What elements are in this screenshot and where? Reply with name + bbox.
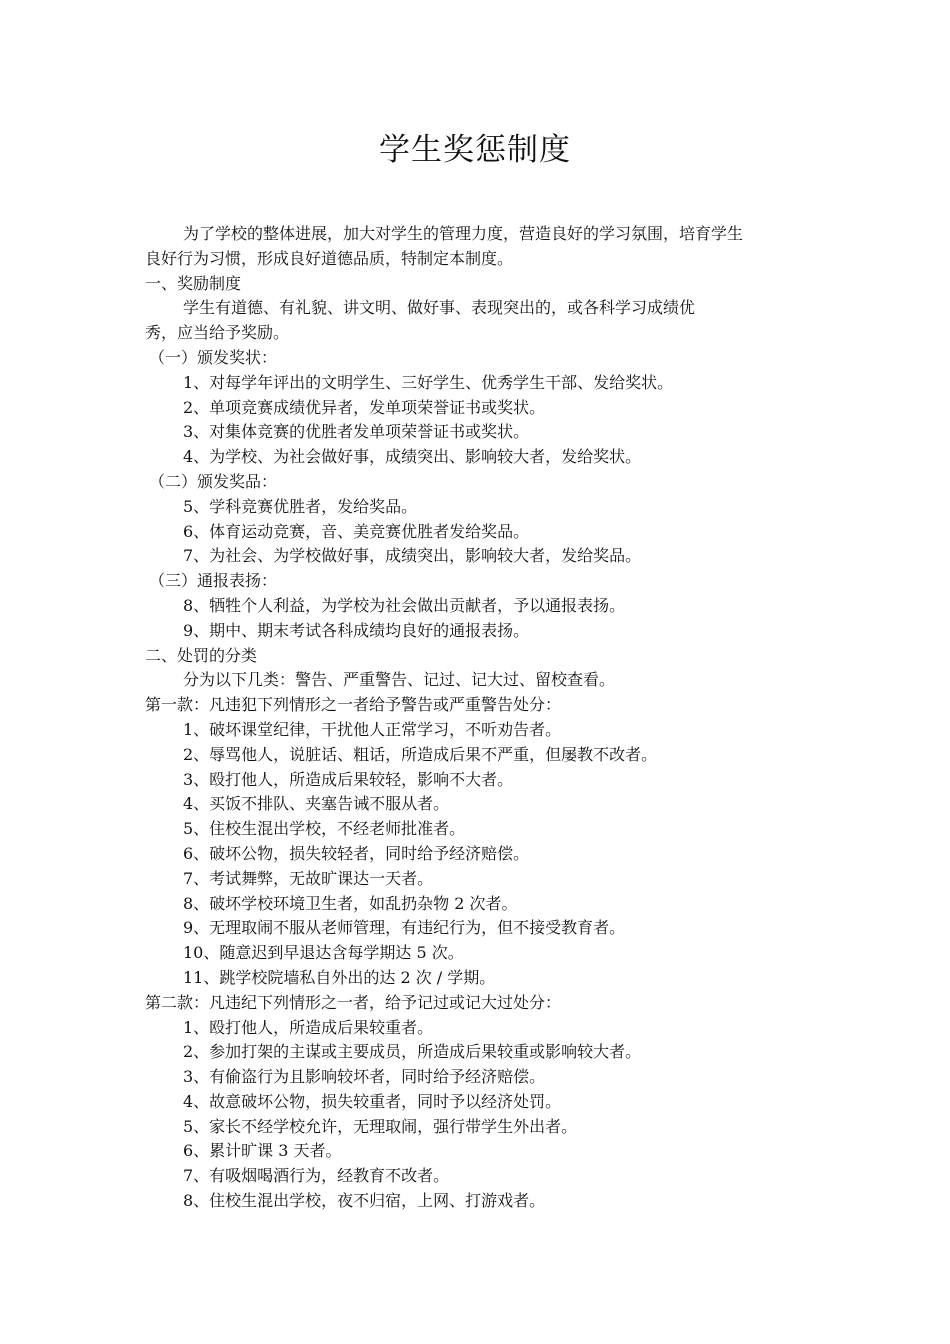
intro-line: 良好行为习惯，形成良好道德品质，特制定本制度。 bbox=[145, 248, 514, 268]
list-item: 2、单项竞赛成绩优异者，发单项荣誉证书或奖状。 bbox=[183, 397, 546, 417]
list-item: 6、累计旷课 3 天者。 bbox=[183, 1141, 342, 1161]
list-item: 2、参加打架的主谋或主要成员，所造成后果较重或影响较大者。 bbox=[183, 1042, 642, 1062]
list-item: 9、无理取闹不服从老师管理，有违纪行为，但不接受教育者。 bbox=[183, 918, 626, 938]
list-item: 6、体育运动竞赛，音、美竞赛优胜者发给奖品。 bbox=[183, 521, 530, 541]
list-item: 6、破坏公物，损失较轻者，同时给予经济赔偿。 bbox=[183, 843, 530, 863]
list-item: 3、殴打他人，所造成后果较轻，影响不大者。 bbox=[183, 769, 514, 789]
list-item: 5、住校生混出学校，不经老师批准者。 bbox=[183, 819, 466, 839]
list-item: 1、殴打他人，所造成后果较重者。 bbox=[183, 1017, 434, 1037]
list-item: 7、考试舞弊，无故旷课达一天者。 bbox=[183, 868, 434, 888]
list-item: 1、破坏课堂纪律，干扰他人正常学习，不听劝告者。 bbox=[183, 719, 562, 739]
subsection-heading: （三）通报表扬： bbox=[149, 571, 278, 591]
list-item: 8、破坏学校环境卫生者，如乱扔杂物 2 次者。 bbox=[183, 893, 518, 913]
list-item: 1、对每学年评出的文明学生、三好学生、优秀学生干部、发给奖状。 bbox=[183, 372, 674, 392]
list-item: 3、有偷盗行为且影响较坏者，同时给予经济赔偿。 bbox=[183, 1067, 546, 1087]
section-heading-reward: 一、奖励制度 bbox=[145, 273, 242, 293]
section-heading-punish: 二、处罚的分类 bbox=[145, 645, 258, 665]
list-item: 11、跳学校院墙私自外出的达 2 次 / 学期。 bbox=[183, 967, 496, 987]
list-item: 2、辱骂他人，说脏话、粗话，所造成后果不严重，但屡教不改者。 bbox=[183, 744, 658, 764]
list-item: 8、住校生混出学校，夜不归宿，上网、打游戏者。 bbox=[183, 1191, 546, 1211]
list-item: 10、随意迟到早退达含每学期达 5 次。 bbox=[183, 943, 464, 963]
punish-intro: 分为以下几类：警告、严重警告、记过、记大过、留校查看。 bbox=[183, 670, 616, 690]
document-title: 学生奖惩制度 bbox=[379, 132, 571, 168]
list-item: 7、为社会、为学校做好事，成绩突出，影响较大者，发给奖品。 bbox=[183, 546, 642, 566]
reward-intro-line: 学生有道德、有礼貌、讲文明、做好事、表现突出的，或各科学习成绩优 bbox=[183, 298, 696, 318]
list-item: 9、期中、期末考试各科成绩均良好的通报表扬。 bbox=[183, 620, 530, 640]
list-item: 4、买饭不排队、夹塞告诫不服从者。 bbox=[183, 794, 450, 814]
list-item: 5、学科竞赛优胜者，发给奖品。 bbox=[183, 496, 418, 516]
subsection-heading: （一）颁发奖状： bbox=[149, 347, 278, 367]
list-item: 7、有吸烟喝酒行为，经教育不改者。 bbox=[183, 1166, 450, 1186]
reward-intro-line: 秀，应当给予奖励。 bbox=[145, 323, 290, 343]
list-item: 3、对集体竞赛的优胜者发单项荣誉证书或奖状。 bbox=[183, 422, 530, 442]
subsection-heading: （二）颁发奖品： bbox=[149, 471, 278, 491]
document-body bbox=[145, 222, 857, 1214]
clause-heading: 第二款：凡违纪下列情形之一者，给予记过或记大过处分： bbox=[145, 992, 562, 1012]
list-item: 5、家长不经学校允许，无理取闹，强行带学生外出者。 bbox=[183, 1116, 578, 1136]
list-item: 4、故意破坏公物，损失较重者，同时予以经济处罚。 bbox=[183, 1091, 562, 1111]
list-item: 4、为学校、为社会做好事，成绩突出、影响较大者，发给奖状。 bbox=[183, 447, 642, 467]
clause-heading: 第一款：凡违犯下列情形之一者给予警告或严重警告处分： bbox=[145, 695, 562, 715]
intro-line: 为了学校的整体进展，加大对学生的管理力度，营造良好的学习氛围，培育学生 bbox=[183, 224, 744, 243]
list-item: 8、牺牲个人利益，为学校为社会做出贡献者，予以通报表扬。 bbox=[183, 595, 626, 615]
